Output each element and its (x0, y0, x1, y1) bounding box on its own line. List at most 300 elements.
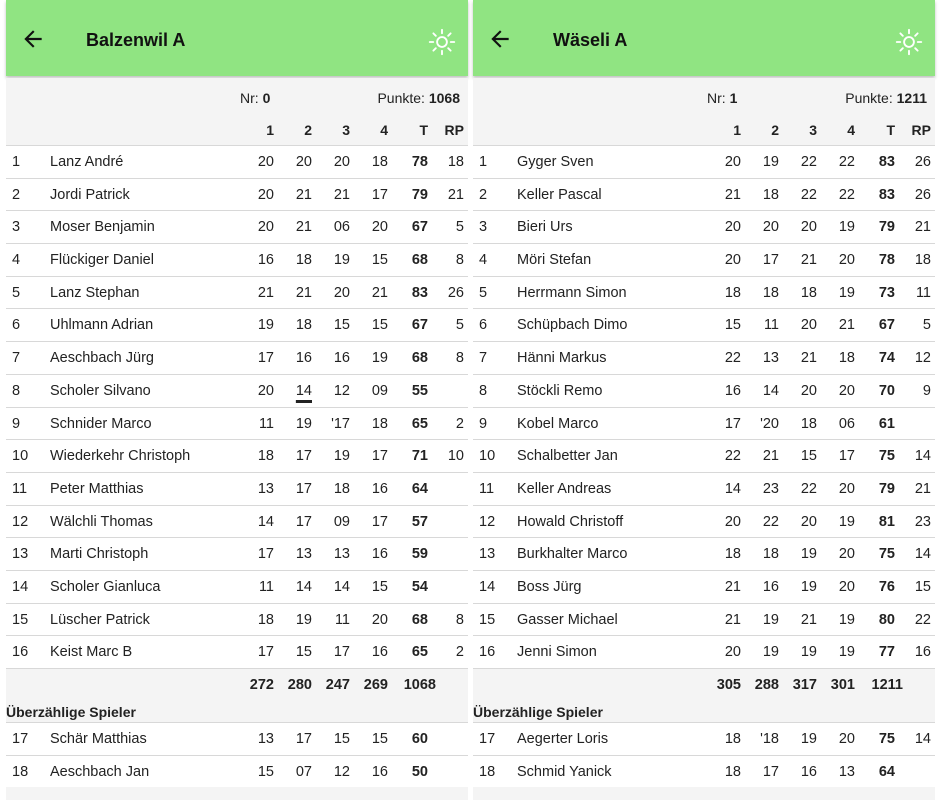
score-cell: 22 (800, 480, 817, 497)
rp-cell: 21 (914, 219, 931, 236)
player-number: 1 (12, 154, 21, 170)
player-number: 17 (479, 731, 496, 747)
table-row[interactable] (473, 308, 935, 341)
player-name: Schüpbach Dimo (517, 317, 628, 334)
column-header-label: 3 (342, 122, 350, 138)
score-cell: 16 (724, 382, 741, 399)
score-cell: 13 (762, 350, 779, 367)
score-cell: 19 (800, 731, 817, 747)
score-cell: 22 (838, 186, 855, 203)
score-cell: 14 (295, 578, 312, 595)
rp-cell: 8 (455, 611, 464, 628)
score-cell: 20 (257, 186, 274, 203)
player-number: 2 (12, 186, 21, 203)
player-name: Schnider Marco (50, 415, 152, 432)
team-panel-right (473, 0, 935, 800)
total-cell: 68 (411, 350, 428, 367)
nr-label: Nr: (707, 90, 726, 106)
score-cell: 17 (295, 448, 312, 465)
score-cell: 20 (800, 317, 817, 334)
score-cell: 16 (371, 480, 388, 497)
punkte-value: 1068 (428, 90, 460, 106)
total-cell: 67 (878, 317, 895, 334)
score-cell: 18 (724, 731, 741, 747)
total-cell: 64 (878, 763, 895, 780)
page-title: Balzenwil A (86, 30, 186, 50)
player-name: Jordi Patrick (50, 186, 130, 203)
table-row[interactable] (473, 374, 935, 407)
rp-cell: 21 (914, 480, 931, 497)
table-row[interactable] (473, 570, 935, 603)
score-cell: 21 (371, 284, 388, 301)
player-list (6, 145, 468, 787)
player-name: Lanz Stephan (50, 284, 140, 301)
player-number: 8 (479, 382, 488, 399)
total-cell: 75 (878, 731, 895, 747)
table-row[interactable] (6, 537, 468, 570)
score-cell: 21 (295, 186, 312, 203)
table-row[interactable] (6, 374, 468, 407)
table-row[interactable] (6, 210, 468, 243)
total-cell: 75 (878, 448, 895, 465)
score-cell: 16 (257, 252, 274, 269)
table-row[interactable] (473, 341, 935, 374)
table-row[interactable] (6, 178, 468, 211)
score-cell: 20 (724, 644, 741, 661)
total-cell: 54 (411, 578, 428, 595)
punkte-value: 1211 (896, 90, 927, 106)
table-row[interactable] (6, 439, 468, 472)
score-cell: 15 (371, 731, 388, 747)
score-cell: 20 (257, 154, 274, 170)
rp-cell: 23 (914, 513, 931, 530)
score-cell: 20 (838, 578, 855, 595)
column-header-label: T (419, 122, 428, 138)
score-cell: 19 (838, 644, 855, 661)
player-name: Hänni Markus (517, 350, 607, 367)
score-cell: 16 (800, 763, 817, 780)
score-cell: 20 (295, 154, 312, 170)
score-cell: 22 (724, 448, 741, 465)
column-header-label: 2 (771, 122, 779, 138)
score-cell: 20 (838, 480, 855, 497)
score-cell: 20 (762, 219, 779, 236)
column-header-label: RP (911, 122, 931, 138)
player-name: Burkhalter Marco (517, 546, 628, 563)
player-name: Boss Jürg (517, 578, 582, 595)
player-number: 12 (479, 513, 496, 530)
total-cell: 59 (411, 546, 428, 563)
nr-label: Nr: (240, 90, 259, 106)
rp-cell: 8 (455, 350, 464, 367)
player-number: 18 (479, 763, 496, 780)
player-number: 1 (479, 154, 488, 170)
rp-cell: 8 (455, 252, 464, 269)
app-bar (473, 0, 935, 76)
score-cell: 17 (371, 513, 388, 530)
nr-value: 1 (729, 90, 738, 106)
score-cell: 21 (724, 186, 741, 203)
column-header-label: 2 (304, 122, 312, 138)
score-cell: 20 (371, 219, 388, 236)
score-cell: 20 (333, 284, 350, 301)
total-cell: 78 (878, 252, 895, 269)
score-cell: 18 (257, 448, 274, 465)
player-number: 9 (12, 415, 21, 432)
sum-cell: 305 (716, 677, 741, 693)
player-number: 11 (12, 480, 28, 497)
player-name: Lanz André (50, 154, 124, 170)
score-cell: 20 (838, 252, 855, 269)
total-cell: 71 (411, 448, 428, 465)
score-cell: 20 (333, 154, 350, 170)
score-cell: 17 (762, 252, 779, 269)
team-panel-left (6, 0, 468, 800)
rp-cell: 18 (914, 252, 931, 269)
brightness-icon[interactable] (895, 28, 923, 56)
total-cell: 68 (411, 252, 428, 269)
column-header-label: 4 (380, 122, 388, 138)
player-number: 13 (479, 546, 496, 563)
score-cell: 17 (295, 480, 312, 497)
column-header-label: 3 (809, 122, 817, 138)
back-arrow-icon[interactable] (487, 26, 513, 52)
player-list (473, 145, 935, 787)
score-cell: 06 (838, 415, 855, 432)
table-row[interactable] (473, 635, 935, 668)
player-name: Aeschbach Jan (50, 763, 150, 780)
score-cell: 16 (371, 546, 388, 563)
table-row[interactable] (6, 145, 468, 178)
player-number: 2 (479, 186, 488, 203)
score-cell: 07 (295, 763, 312, 780)
total-cell: 81 (878, 513, 895, 530)
player-number: 4 (12, 252, 21, 269)
player-name: Aeschbach Jürg (50, 350, 154, 367)
score-cell: 16 (333, 350, 350, 367)
score-cell: 21 (800, 611, 817, 628)
score-cell: 21 (257, 284, 274, 301)
rp-cell: 15 (914, 578, 931, 595)
rp-cell: 21 (447, 186, 464, 203)
score-cell: 20 (800, 382, 817, 399)
score-cell: 13 (257, 480, 274, 497)
score-cell: 20 (724, 252, 741, 269)
score-cell: 19 (800, 578, 817, 595)
table-row[interactable] (6, 472, 468, 505)
total-cell: 76 (878, 578, 895, 595)
player-name: Wälchli Thomas (50, 513, 153, 530)
score-cell: '18 (760, 731, 779, 747)
rp-cell: 26 (914, 154, 931, 170)
player-name: Flückiger Daniel (50, 252, 154, 269)
player-name: Kobel Marco (517, 415, 599, 432)
sum-cell: 1068 (403, 677, 436, 693)
rp-cell: 26 (914, 186, 931, 203)
score-cell: 22 (800, 154, 817, 170)
rp-cell: 5 (455, 219, 464, 236)
score-cell: 19 (762, 611, 779, 628)
total-cell: 50 (411, 763, 428, 780)
extra-players-heading: Überzählige Spieler (6, 700, 468, 722)
score-cell: 18 (724, 284, 741, 301)
score-cell: 11 (763, 317, 779, 334)
rp-cell: 5 (455, 317, 464, 334)
score-cell: 20 (724, 513, 741, 530)
total-cell: 79 (878, 219, 895, 236)
extra-players-heading: Überzählige Spieler (473, 700, 935, 722)
table-row[interactable] (6, 603, 468, 636)
player-name: Wiederkehr Christoph (50, 448, 191, 465)
player-name: Keller Pascal (517, 186, 602, 203)
score-cell: 14 (333, 578, 350, 595)
player-number: 4 (479, 252, 488, 269)
table-row[interactable] (473, 603, 935, 636)
table-row[interactable] (473, 178, 935, 211)
score-cell: 18 (762, 546, 779, 563)
player-number: 8 (12, 382, 21, 399)
punkte-label: Punkte: (377, 90, 425, 106)
back-arrow-icon[interactable] (20, 26, 46, 52)
score-cell: 14 (762, 382, 779, 399)
player-number: 16 (12, 644, 29, 661)
sum-cell: 288 (754, 677, 779, 693)
total-cell: 73 (878, 284, 895, 301)
rp-cell: 22 (914, 611, 931, 628)
score-cell: 18 (838, 350, 855, 367)
player-number: 18 (12, 763, 29, 780)
score-cell: 14 (257, 513, 274, 530)
page-title: Wäseli A (553, 30, 628, 50)
score-cell: 19 (295, 611, 312, 628)
nr-value: 0 (262, 90, 271, 106)
score-cell: 11 (258, 578, 274, 595)
player-name: Scholer Silvano (50, 382, 151, 399)
score-cell: 16 (371, 644, 388, 661)
total-cell: 65 (411, 644, 428, 661)
player-number: 14 (12, 578, 29, 595)
team-points (377, 90, 460, 110)
total-cell: 68 (411, 611, 428, 628)
table-row[interactable] (6, 755, 468, 788)
rp-cell: 26 (447, 284, 464, 301)
player-name: Scholer Gianluca (50, 578, 161, 595)
table-row[interactable] (6, 243, 468, 276)
score-cell: 18 (333, 480, 350, 497)
total-cell: 74 (878, 350, 895, 367)
column-header-label: RP (444, 122, 464, 138)
score-cell: 06 (333, 219, 350, 236)
total-cell: 70 (878, 382, 895, 399)
player-number: 10 (12, 448, 29, 465)
score-cell: 17 (295, 513, 312, 530)
table-row[interactable] (473, 276, 935, 309)
rp-cell: 18 (447, 154, 464, 170)
score-cell: 13 (295, 546, 312, 563)
rp-cell: 14 (914, 448, 931, 465)
total-cell: 61 (878, 415, 895, 432)
player-name: Gasser Michael (517, 611, 618, 628)
sum-cell: 269 (363, 677, 388, 693)
total-cell: 78 (411, 154, 428, 170)
table-row[interactable] (6, 722, 468, 755)
score-cell: 17 (724, 415, 741, 432)
score-cell: 20 (838, 731, 855, 747)
score-cell: 17 (295, 731, 312, 747)
score-cell: 19 (333, 448, 350, 465)
score-cell: 20 (257, 219, 274, 236)
rp-cell: 16 (914, 644, 931, 661)
score-cell: 18 (800, 415, 817, 432)
player-name: Howald Christoff (517, 513, 624, 530)
score-cell: 20 (838, 382, 855, 399)
score-cell: 17 (333, 644, 350, 661)
score-cell: 19 (800, 644, 817, 661)
table-row[interactable] (473, 472, 935, 505)
score-cell: 18 (800, 284, 817, 301)
brightness-icon[interactable] (428, 28, 456, 56)
player-number: 6 (12, 317, 21, 334)
table-row[interactable] (6, 407, 468, 440)
rp-cell: 2 (455, 644, 464, 661)
score-cell: 18 (762, 186, 779, 203)
rp-cell: 9 (922, 382, 931, 399)
column-header-label: 1 (266, 122, 274, 138)
team-points (845, 90, 927, 110)
score-cell: 18 (257, 611, 274, 628)
total-cell: 77 (878, 644, 895, 661)
score-cell: 15 (333, 731, 350, 747)
score-cell: 15 (257, 763, 274, 780)
score-cell: 21 (762, 448, 779, 465)
player-number: 14 (479, 578, 496, 595)
table-row[interactable] (6, 341, 468, 374)
table-row[interactable] (473, 407, 935, 440)
table-row[interactable] (6, 276, 468, 309)
score-cell: 19 (762, 644, 779, 661)
totals-row (473, 668, 935, 700)
score-cell: 21 (333, 186, 350, 203)
total-cell: 60 (411, 731, 428, 747)
player-number: 3 (12, 219, 21, 236)
total-cell: 64 (411, 480, 428, 497)
score-cell: 12 (333, 382, 350, 399)
score-cell: 11 (258, 415, 274, 432)
rp-cell: 14 (914, 731, 931, 747)
table-row[interactable] (473, 537, 935, 570)
score-cell: 21 (724, 578, 741, 595)
score-cell: 15 (333, 317, 350, 334)
score-cell: 16 (762, 578, 779, 595)
table-row[interactable] (473, 722, 935, 755)
score-cell: 09 (371, 382, 388, 399)
score-cell: 16 (295, 350, 312, 367)
table-row[interactable] (6, 308, 468, 341)
table-row[interactable] (473, 755, 935, 788)
player-number: 15 (12, 611, 29, 628)
score-cell: 18 (295, 252, 312, 269)
app-bar (6, 0, 468, 76)
player-number: 9 (479, 415, 488, 432)
score-cell: 18 (295, 317, 312, 334)
punkte-label: Punkte: (845, 90, 893, 106)
score-cell: 13 (838, 763, 855, 780)
score-cell: 19 (762, 154, 779, 170)
score-cell: 18 (724, 546, 741, 563)
player-number: 15 (479, 611, 496, 628)
score-cell: 22 (724, 350, 741, 367)
table-row[interactable] (6, 570, 468, 603)
table-row[interactable] (473, 243, 935, 276)
score-table (473, 78, 935, 800)
score-cell: '17 (331, 415, 350, 432)
score-cell: 14 (295, 382, 312, 399)
table-row[interactable] (473, 505, 935, 538)
score-cell: 15 (724, 317, 741, 334)
score-cell: 19 (800, 546, 817, 563)
score-cell: 14 (724, 480, 741, 497)
score-cell: 20 (800, 513, 817, 530)
score-cell: 19 (838, 513, 855, 530)
score-cell: 18 (724, 763, 741, 780)
player-number: 7 (479, 350, 488, 367)
score-cell: 18 (371, 415, 388, 432)
table-row[interactable] (473, 210, 935, 243)
player-number: 3 (479, 219, 488, 236)
player-number: 13 (12, 546, 29, 563)
score-cell: 21 (295, 284, 312, 301)
totals-row (6, 668, 468, 700)
table-row[interactable] (6, 505, 468, 538)
score-cell: 22 (762, 513, 779, 530)
total-cell: 55 (411, 382, 428, 399)
player-number: 11 (479, 480, 495, 497)
table-row[interactable] (473, 439, 935, 472)
match-number (240, 90, 270, 110)
total-cell: 67 (411, 219, 428, 236)
total-cell: 83 (878, 154, 895, 170)
score-cell: 20 (724, 154, 741, 170)
score-cell: 21 (800, 350, 817, 367)
sum-cell: 280 (287, 677, 312, 693)
score-cell: 17 (257, 546, 274, 563)
score-cell: 18 (371, 154, 388, 170)
table-row[interactable] (473, 145, 935, 178)
score-cell: 19 (838, 611, 855, 628)
rp-cell: 10 (447, 448, 464, 465)
score-cell: 21 (295, 219, 312, 236)
score-cell: 19 (371, 350, 388, 367)
player-number: 10 (479, 448, 496, 465)
player-name: Schmid Yanick (517, 763, 612, 780)
score-cell: 19 (257, 317, 274, 334)
player-name: Möri Stefan (517, 252, 592, 269)
score-cell: 15 (371, 252, 388, 269)
score-cell: 13 (333, 546, 350, 563)
player-name: Jenni Simon (517, 644, 597, 661)
sum-cell: 1211 (871, 677, 903, 693)
player-name: Schär Matthias (50, 731, 147, 747)
score-cell: 20 (724, 219, 741, 236)
total-cell: 79 (878, 480, 895, 497)
score-cell: 21 (838, 317, 855, 334)
total-cell: 67 (411, 317, 428, 334)
score-cell: 19 (838, 219, 855, 236)
score-cell: 17 (257, 644, 274, 661)
score-cell: 20 (838, 546, 855, 563)
table-row[interactable] (6, 635, 468, 668)
score-cell: 19 (295, 415, 312, 432)
